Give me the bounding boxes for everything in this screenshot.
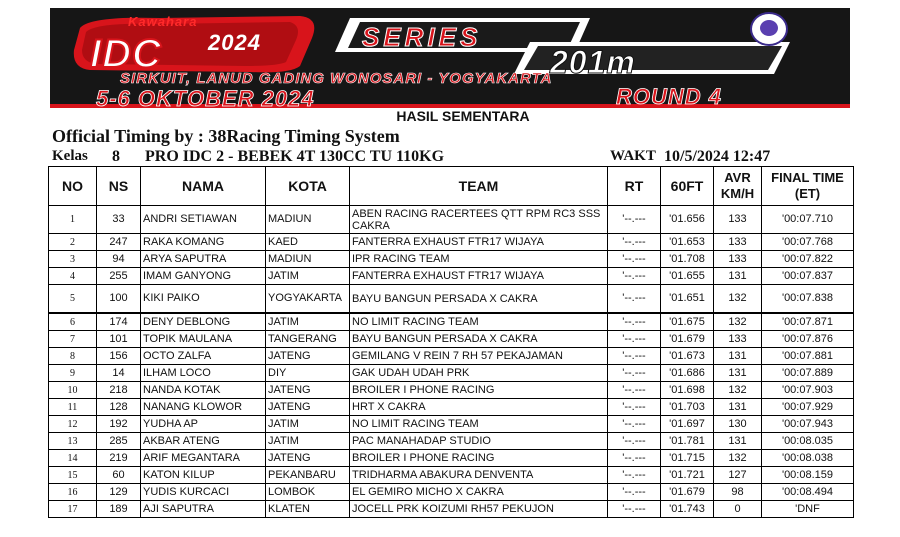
round-label: ROUND 4 (616, 84, 723, 108)
cell-ft: '01.708 (661, 251, 714, 268)
cell-et: '00:07.710 (762, 206, 854, 234)
cell-ns: 100 (97, 285, 141, 314)
cell-et: '00:08.038 (762, 450, 854, 467)
cell-ft: '01.655 (661, 268, 714, 285)
class-info (52, 148, 852, 166)
col-header: 60FT (661, 167, 714, 206)
cell-ft: '01.656 (661, 206, 714, 234)
cell-et: '00:07.876 (762, 331, 854, 348)
table-row (49, 206, 854, 234)
cell-no: 9 (49, 365, 97, 382)
cell-et: '00:07.871 (762, 313, 854, 331)
cell-et: '00:07.943 (762, 416, 854, 433)
cell-et: '00:07.889 (762, 365, 854, 382)
table-row (49, 285, 854, 314)
table-row (49, 501, 854, 518)
cell-ft: '01.686 (661, 365, 714, 382)
table-row (49, 268, 854, 285)
cell-kota: JATIM (266, 268, 350, 285)
idc-logo-text: IDC (90, 32, 162, 76)
cell-nama: ILHAM LOCO (141, 365, 266, 382)
cell-nama: IMAM GANYONG (141, 268, 266, 285)
table-row (49, 399, 854, 416)
cell-rt: '--.--- (608, 399, 661, 416)
cell-ft: '01.653 (661, 234, 714, 251)
cell-kota: JATENG (266, 382, 350, 399)
cell-nama: DENY DEBLONG (141, 313, 266, 331)
cell-rt: '--.--- (608, 348, 661, 365)
col-header: TEAM (350, 167, 608, 206)
cell-ns: 33 (97, 206, 141, 234)
cell-nama: ANDRI SETIAWAN (141, 206, 266, 234)
wakt-label: WAKT (610, 148, 656, 164)
cell-avr: 131 (714, 348, 762, 365)
cell-team: BAYU BANGUN PERSADA X CAKRA (350, 331, 608, 348)
cell-ns: 247 (97, 234, 141, 251)
cell-rt: '--.--- (608, 467, 661, 484)
cell-avr: 133 (714, 251, 762, 268)
cell-team: FANTERRA EXHAUST FTR17 WIJAYA (350, 234, 608, 251)
cell-avr: 132 (714, 450, 762, 467)
cell-team: TRIDHARMA ABAKURA DENVENTA (350, 467, 608, 484)
cell-nama: KIKI PAIKO (141, 285, 266, 314)
cell-avr: 133 (714, 331, 762, 348)
cell-team: NO LIMIT RACING TEAM (350, 416, 608, 433)
cell-ft: '01.698 (661, 382, 714, 399)
cell-kota: JATENG (266, 348, 350, 365)
col-header: KOTA (266, 167, 350, 206)
cell-ns: 156 (97, 348, 141, 365)
table-row (49, 416, 854, 433)
table-row (49, 433, 854, 450)
cell-no: 13 (49, 433, 97, 450)
table-row (49, 450, 854, 467)
cell-ns: 192 (97, 416, 141, 433)
wakt-value: 10/5/2024 12:47 (664, 148, 771, 165)
organizer-seal-icon (750, 12, 788, 46)
cell-team: BROILER I PHONE RACING (350, 382, 608, 399)
logo-year: 2024 (208, 30, 261, 55)
cell-et: '00:07.881 (762, 348, 854, 365)
table-row (49, 484, 854, 501)
cell-nama: OCTO ZALFA (141, 348, 266, 365)
cell-et: 'DNF (762, 501, 854, 518)
cell-ft: '01.697 (661, 416, 714, 433)
cell-et: '00:07.768 (762, 234, 854, 251)
cell-rt: '--.--- (608, 268, 661, 285)
cell-team: GAK UDAH UDAH PRK (350, 365, 608, 382)
cell-rt: '--.--- (608, 484, 661, 501)
cell-kota: TANGERANG (266, 331, 350, 348)
cell-ns: 255 (97, 268, 141, 285)
cell-et: '00:08.494 (762, 484, 854, 501)
cell-kota: KAED (266, 234, 350, 251)
cell-avr: 131 (714, 268, 762, 285)
brand-logo-text: Kawahara (128, 14, 198, 29)
cell-et: '00:07.903 (762, 382, 854, 399)
cell-ns: 219 (97, 450, 141, 467)
cell-rt: '--.--- (608, 285, 661, 314)
cell-avr: 132 (714, 313, 762, 331)
kelas-number: 8 (112, 148, 120, 165)
cell-nama: AJI SAPUTRA (141, 501, 266, 518)
cell-ns: 94 (97, 251, 141, 268)
cell-nama: RAKA KOMANG (141, 234, 266, 251)
class-title: 201m (550, 44, 636, 80)
cell-no: 5 (49, 285, 97, 314)
cell-rt: '--.--- (608, 450, 661, 467)
table-row (49, 313, 854, 331)
cell-nama: YUDIS KURCACI (141, 484, 266, 501)
cell-avr: 133 (714, 206, 762, 234)
col-header: FINAL TIME (ET) (762, 167, 854, 206)
cell-nama: YUDHA AP (141, 416, 266, 433)
cell-ns: 101 (97, 331, 141, 348)
table-header-row (49, 167, 854, 206)
event-date: 5-6 OKTOBER 2024 (96, 86, 315, 108)
cell-no: 17 (49, 501, 97, 518)
cell-nama: KATON KILUP (141, 467, 266, 484)
col-header: NS (97, 167, 141, 206)
cell-team: PAC MANAHADAP STUDIO (350, 433, 608, 450)
cell-et: '00:08.035 (762, 433, 854, 450)
cell-ft: '01.679 (661, 484, 714, 501)
cell-rt: '--.--- (608, 501, 661, 518)
cell-no: 11 (49, 399, 97, 416)
cell-ft: '01.781 (661, 433, 714, 450)
table-row (49, 251, 854, 268)
cell-rt: '--.--- (608, 382, 661, 399)
cell-ns: 174 (97, 313, 141, 331)
cell-ft: '01.673 (661, 348, 714, 365)
cell-rt: '--.--- (608, 433, 661, 450)
table-row (49, 234, 854, 251)
table-row (49, 348, 854, 365)
cell-no: 2 (49, 234, 97, 251)
cell-nama: AKBAR ATENG (141, 433, 266, 450)
cell-ft: '01.679 (661, 331, 714, 348)
table-row (49, 467, 854, 484)
cell-no: 7 (49, 331, 97, 348)
cell-nama: NANANG KLOWOR (141, 399, 266, 416)
cell-team: NO LIMIT RACING TEAM (350, 313, 608, 331)
cell-kota: PEKANBARU (266, 467, 350, 484)
cell-ns: 129 (97, 484, 141, 501)
cell-ft: '01.721 (661, 467, 714, 484)
cell-team: JOCELL PRK KOIZUMI RH57 PEKUJON (350, 501, 608, 518)
results-table (48, 166, 854, 518)
cell-nama: NANDA KOTAK (141, 382, 266, 399)
col-header: AVR KM/H (714, 167, 762, 206)
cell-ft: '01.743 (661, 501, 714, 518)
cell-no: 1 (49, 206, 97, 234)
cell-avr: 133 (714, 234, 762, 251)
col-header: NAMA (141, 167, 266, 206)
cell-team: ABEN RACING RACERTEES QTT RPM RC3 SSS CAKRA (350, 206, 608, 234)
cell-avr: 98 (714, 484, 762, 501)
cell-rt: '--.--- (608, 206, 661, 234)
cell-ns: 189 (97, 501, 141, 518)
cell-avr: 132 (714, 285, 762, 314)
cell-avr: 0 (714, 501, 762, 518)
cell-avr: 131 (714, 433, 762, 450)
cell-nama: ARYA SAPUTRA (141, 251, 266, 268)
cell-avr: 130 (714, 416, 762, 433)
cell-ns: 60 (97, 467, 141, 484)
cell-ns: 14 (97, 365, 141, 382)
cell-no: 14 (49, 450, 97, 467)
kelas-label: Kelas (52, 148, 88, 164)
cell-avr: 132 (714, 382, 762, 399)
cell-no: 3 (49, 251, 97, 268)
cell-team: BROILER I PHONE RACING (350, 450, 608, 467)
col-header: NO (49, 167, 97, 206)
cell-kota: LOMBOK (266, 484, 350, 501)
cell-rt: '--.--- (608, 331, 661, 348)
cell-et: '00:07.929 (762, 399, 854, 416)
cell-kota: KLATEN (266, 501, 350, 518)
venue-text: SIRKUIT, LANUD GADING WONOSARI - YOGYAKARTA (120, 70, 553, 87)
cell-team: EL GEMIRO MICHO X CAKRA (350, 484, 608, 501)
cell-et: '00:07.822 (762, 251, 854, 268)
cell-kota: JATIM (266, 433, 350, 450)
series-title: SERIES (362, 22, 482, 52)
cell-kota: JATIM (266, 416, 350, 433)
event-banner (50, 8, 850, 108)
cell-no: 16 (49, 484, 97, 501)
cell-no: 10 (49, 382, 97, 399)
cell-nama: ARIF MEGANTARA (141, 450, 266, 467)
cell-et: '00:07.837 (762, 268, 854, 285)
cell-et: '00:07.838 (762, 285, 854, 314)
cell-no: 8 (49, 348, 97, 365)
cell-rt: '--.--- (608, 251, 661, 268)
cell-kota: DIY (266, 365, 350, 382)
cell-kota: MADIUN (266, 206, 350, 234)
cell-no: 6 (49, 313, 97, 331)
cell-kota: YOGYAKARTA (266, 285, 350, 314)
cell-ft: '01.715 (661, 450, 714, 467)
kelas-name: PRO IDC 2 - BEBEK 4T 130CC TU 110KG (145, 148, 445, 165)
cell-et: '00:08.159 (762, 467, 854, 484)
cell-avr: 131 (714, 365, 762, 382)
cell-team: FANTERRA EXHAUST FTR17 WIJAYA (350, 268, 608, 285)
cell-rt: '--.--- (608, 234, 661, 251)
table-row (49, 382, 854, 399)
cell-avr: 131 (714, 399, 762, 416)
cell-no: 12 (49, 416, 97, 433)
cell-kota: JATENG (266, 399, 350, 416)
cell-no: 15 (49, 467, 97, 484)
cell-team: HRT X CAKRA (350, 399, 608, 416)
cell-avr: 127 (714, 467, 762, 484)
cell-ns: 218 (97, 382, 141, 399)
cell-rt: '--.--- (608, 313, 661, 331)
cell-kota: JATIM (266, 313, 350, 331)
result-status: HASIL SEMENTARA (396, 108, 530, 124)
cell-kota: MADIUN (266, 251, 350, 268)
cell-rt: '--.--- (608, 416, 661, 433)
cell-kota: JATENG (266, 450, 350, 467)
col-header: RT (608, 167, 661, 206)
cell-team: BAYU BANGUN PERSADA X CAKRA (350, 285, 608, 314)
cell-team: GEMILANG V REIN 7 RH 57 PEKAJAMAN (350, 348, 608, 365)
results-body (49, 206, 854, 518)
table-row (49, 365, 854, 382)
cell-ft: '01.651 (661, 285, 714, 314)
timing-system-label: Official Timing by : 38Racing Timing System (52, 126, 400, 146)
cell-rt: '--.--- (608, 365, 661, 382)
cell-ns: 285 (97, 433, 141, 450)
table-row (49, 331, 854, 348)
cell-ft: '01.675 (661, 313, 714, 331)
cell-ft: '01.703 (661, 399, 714, 416)
cell-nama: TOPIK MAULANA (141, 331, 266, 348)
cell-team: IPR RACING TEAM (350, 251, 608, 268)
cell-ns: 128 (97, 399, 141, 416)
cell-no: 4 (49, 268, 97, 285)
